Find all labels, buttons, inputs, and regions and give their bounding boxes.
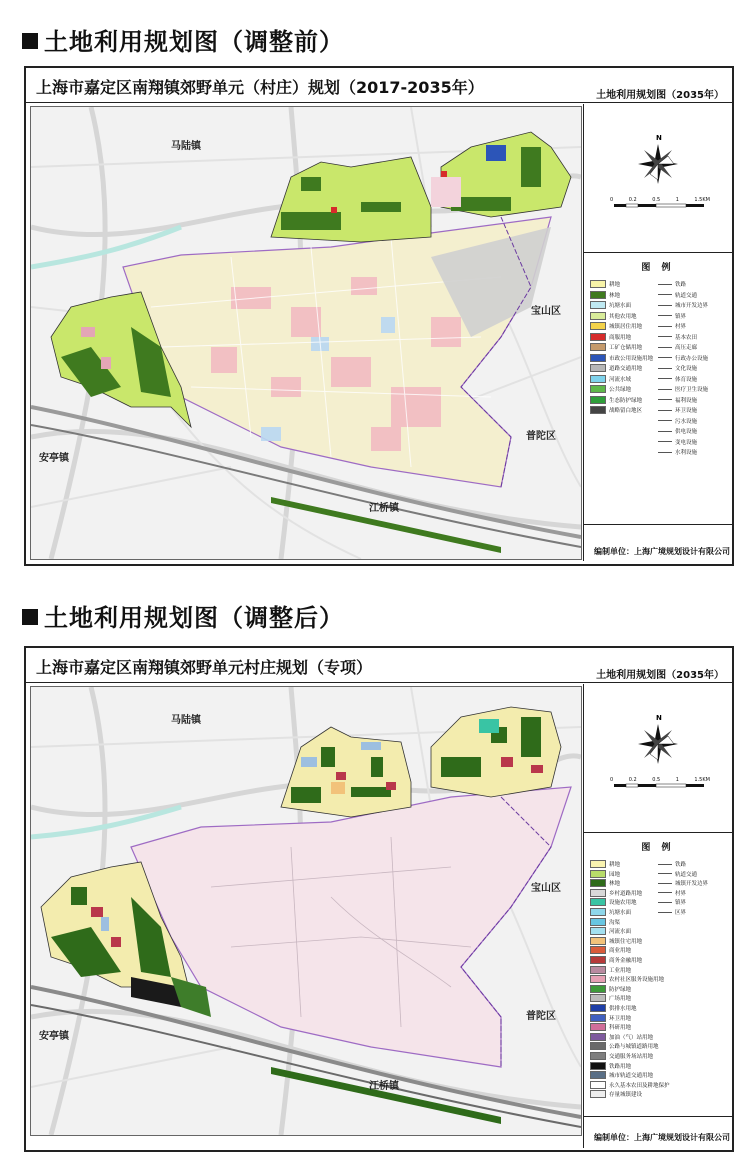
legend-label: 轨道交通 <box>675 871 698 878</box>
legend-item <box>590 375 631 383</box>
legend-swatch <box>590 375 606 383</box>
legend-item <box>590 946 631 954</box>
scale-bar <box>614 784 704 787</box>
legend-item <box>590 301 631 309</box>
scale-tick: 1 <box>675 777 679 783</box>
legend-swatch <box>590 994 606 1002</box>
place-label-anting: 安亭镇 <box>39 453 69 464</box>
legend-line-symbol <box>658 326 672 327</box>
legend-label: 体育设施 <box>675 376 698 383</box>
legend-label: 环卫用地 <box>609 1015 632 1022</box>
legend-swatch <box>590 301 606 309</box>
legend-item <box>590 1004 637 1012</box>
legend-label: 水利设施 <box>675 450 698 456</box>
legend-label: 防护绿地 <box>609 986 632 993</box>
after-map-canvas[interactable] <box>30 686 582 1136</box>
legend-label: 铁路 <box>675 862 687 868</box>
legend-item <box>590 937 642 945</box>
legend-swatch <box>590 333 606 341</box>
legend-item <box>590 1023 631 1031</box>
legend-swatch <box>590 1062 606 1070</box>
legend-swatch <box>590 1023 606 1031</box>
legend-label: 道路交通用地 <box>609 366 643 372</box>
legend-item <box>590 1062 631 1070</box>
before-map-title: 上海市嘉定区南翔镇郊野单元（村庄）规划（2017-2035年） <box>36 78 484 97</box>
legend-item <box>658 280 686 288</box>
north-arrow-icon <box>584 104 732 252</box>
legend-line-symbol <box>658 452 672 453</box>
legend-item <box>590 1014 631 1022</box>
bullet-square-icon <box>22 33 38 49</box>
legend-swatch <box>590 343 606 351</box>
legend-item <box>658 385 708 393</box>
before-footer-divider <box>584 524 732 525</box>
legend-line-symbol <box>658 305 672 306</box>
legend-line-symbol <box>658 912 672 913</box>
legend-swatch <box>590 879 606 887</box>
scale-tick: 1.5KM <box>694 777 710 783</box>
legend-item <box>658 879 708 887</box>
legend-item <box>658 343 697 351</box>
legend-item <box>590 1071 653 1079</box>
legend-line-symbol <box>658 336 672 337</box>
legend-label: 区界 <box>675 910 687 916</box>
bullet-square-icon <box>22 609 38 625</box>
legend-swatch <box>590 975 606 983</box>
legend-swatch <box>590 860 606 868</box>
legend-label: 存量城镇建设 <box>609 1092 643 1099</box>
legend-line-symbol <box>658 420 672 421</box>
after-compass-box <box>584 684 732 833</box>
legend-label: 铁路 <box>675 282 687 288</box>
place-label-putuo: 普陀区 <box>526 1011 556 1022</box>
before-heading <box>22 22 344 57</box>
legend-swatch <box>590 966 606 974</box>
legend-swatch <box>590 406 606 414</box>
legend-label: 广场用地 <box>609 996 632 1003</box>
legend-line-symbol <box>658 441 672 442</box>
before-compass-box <box>584 104 732 253</box>
legend-item <box>590 994 631 1002</box>
legend-item <box>590 312 637 320</box>
place-label-baoshan: 宝山区 <box>531 306 561 317</box>
legend-item <box>590 396 642 404</box>
scale-tick: 0 <box>610 777 614 783</box>
legend-label: 行政办公设施 <box>675 355 709 362</box>
after-map-title: 上海市嘉定区南翔镇郊野单元村庄规划（专项） <box>36 658 373 677</box>
legend-line-symbol <box>658 294 672 295</box>
legend-item <box>658 417 697 425</box>
legend-swatch <box>590 937 606 945</box>
scale-tick: 1.5KM <box>694 197 710 203</box>
svg-text:N: N <box>656 714 662 722</box>
legend-label: 耕地 <box>609 282 621 288</box>
legend-line-symbol <box>658 883 672 884</box>
legend-swatch <box>590 1052 606 1060</box>
legend-line-symbol <box>658 389 672 390</box>
legend-label: 园地 <box>609 871 621 878</box>
scale-tick: 0.2 <box>628 777 637 783</box>
before-panel-header <box>26 68 732 103</box>
legend-label: 市政公用设施用地 <box>609 355 654 362</box>
legend-item <box>590 333 631 341</box>
legend-label: 林地 <box>609 292 621 299</box>
before-legend <box>584 254 732 456</box>
before-footer: 编制单位：上海广境规划设计有限公司 <box>594 547 730 556</box>
legend-line-symbol <box>658 410 672 411</box>
place-label-anting: 安亭镇 <box>39 1031 69 1042</box>
legend-line-symbol <box>658 357 672 358</box>
legend-swatch <box>590 1090 606 1098</box>
legend-label: 环卫设施 <box>675 408 698 414</box>
legend-label: 坑塘水面 <box>609 910 632 916</box>
legend-label: 镇界 <box>675 313 687 320</box>
legend-swatch <box>590 1081 606 1089</box>
legend-label: 工业用地 <box>609 967 632 974</box>
legend-label: 轨道交通 <box>675 292 698 299</box>
scale-tick: 0.5 <box>652 777 661 783</box>
scale-tick: 0.2 <box>628 197 637 203</box>
legend-line-symbol <box>658 315 672 316</box>
legend-item <box>658 427 697 435</box>
legend-item <box>590 879 620 887</box>
legend-label: 其他农用地 <box>609 313 637 320</box>
legend-label: 供电设施 <box>675 429 698 435</box>
legend-item <box>658 448 697 456</box>
legend-item <box>658 898 686 906</box>
legend-label: 耕地 <box>609 862 621 868</box>
legend-label: 铁路用地 <box>609 1063 632 1070</box>
legend-label: 村界 <box>675 890 687 897</box>
scale-tick: 1 <box>675 197 679 203</box>
legend-item <box>658 322 686 330</box>
legend-line-symbol <box>658 347 672 348</box>
legend-label: 供排水用地 <box>609 1006 637 1012</box>
place-label-jiangqiao: 江桥镇 <box>369 503 399 514</box>
legend-line-symbol <box>658 892 672 893</box>
legend-item <box>658 860 686 868</box>
scale-tick: 0.5 <box>652 197 661 203</box>
legend-label: 城镇住宅用地 <box>609 938 643 945</box>
svg-text:N: N <box>656 134 662 142</box>
legend-line-symbol <box>658 864 672 865</box>
legend-label: 工矿仓储用地 <box>609 345 643 351</box>
after-footer-divider <box>584 1116 732 1117</box>
legend-label: 河流水域 <box>609 376 632 383</box>
legend-item <box>658 291 697 299</box>
legend-swatch <box>590 898 606 906</box>
legend-label: 设施农用地 <box>609 900 637 907</box>
legend-label: 高压走廊 <box>675 345 698 351</box>
legend-swatch <box>590 385 606 393</box>
legend-swatch <box>590 908 606 916</box>
legend-item <box>658 333 697 341</box>
before-map-canvas[interactable] <box>30 106 582 560</box>
legend-item <box>658 870 697 878</box>
legend-swatch <box>590 889 606 897</box>
legend-item <box>590 385 631 393</box>
legend-item <box>590 1052 653 1060</box>
legend-item <box>658 312 686 320</box>
legend-item <box>590 354 653 362</box>
legend-item <box>590 927 631 935</box>
scale-labels <box>610 197 710 203</box>
legend-title: 图 例 <box>641 263 675 273</box>
legend-swatch <box>590 396 606 404</box>
legend-item <box>590 956 642 964</box>
before-map-panel <box>24 66 734 566</box>
legend-item <box>658 889 686 897</box>
legend-item <box>590 889 642 897</box>
legend-swatch <box>590 312 606 320</box>
after-heading <box>22 598 344 633</box>
legend-label: 生态防护绿地 <box>609 397 643 404</box>
legend-label: 镇界 <box>675 900 687 907</box>
legend-line-symbol <box>658 431 672 432</box>
legend-label: 林地 <box>609 881 621 888</box>
legend-label: 公路与城镇道路用地 <box>609 1044 659 1051</box>
legend-item <box>590 1042 659 1050</box>
legend-label: 变电设施 <box>675 439 698 446</box>
legend-item <box>590 985 631 993</box>
legend-label: 文化设施 <box>675 366 698 372</box>
legend-label: 乡村道路用地 <box>609 890 643 897</box>
legend-swatch <box>590 956 606 964</box>
scale-labels <box>610 777 710 783</box>
legend-item <box>590 280 620 288</box>
legend-item <box>590 975 664 983</box>
legend-line-symbol <box>658 284 672 285</box>
legend-label: 公共绿地 <box>609 387 632 393</box>
legend-label: 坑塘水面 <box>609 303 632 309</box>
legend-line-symbol <box>658 902 672 903</box>
legend-item <box>658 354 708 362</box>
legend-label: 河流水面 <box>609 929 632 936</box>
legend-swatch <box>590 985 606 993</box>
legend-item <box>590 870 620 878</box>
legend-label: 城市轨道交通用地 <box>609 1073 654 1080</box>
legend-label: 商务金融用地 <box>609 958 643 964</box>
legend-swatch <box>590 918 606 926</box>
after-map-svg <box>31 687 581 1135</box>
place-label-baoshan: 宝山区 <box>531 883 561 894</box>
legend-item <box>590 860 620 868</box>
legend-label: 基本农田 <box>675 334 698 341</box>
legend-swatch <box>590 322 606 330</box>
legend-item <box>590 1033 653 1041</box>
legend-item <box>590 1081 670 1089</box>
legend-item <box>658 438 697 446</box>
legend-swatch <box>590 364 606 372</box>
legend-item <box>658 908 686 916</box>
before-map-svg <box>31 107 581 559</box>
legend-swatch <box>590 1071 606 1079</box>
legend-label: 福利设施 <box>675 397 698 404</box>
legend-label: 农村社区服务设施用地 <box>609 977 665 984</box>
legend-item <box>658 375 697 383</box>
after-map-panel <box>24 646 734 1152</box>
legend-label: 污水设施 <box>675 418 698 425</box>
legend-swatch <box>590 280 606 288</box>
legend-swatch <box>590 1042 606 1050</box>
legend-label: 永久基本农田及耕地保护 <box>609 1082 670 1089</box>
legend-item <box>590 966 631 974</box>
legend-line-symbol <box>658 368 672 369</box>
scale-bar <box>614 204 704 207</box>
legend-item <box>590 322 642 330</box>
after-map-subtitle: 土地利用规划图（2035年） <box>596 670 724 681</box>
legend-item <box>590 364 642 372</box>
legend-item <box>590 918 620 926</box>
legend-line-symbol <box>658 378 672 379</box>
legend-line-symbol <box>658 399 672 400</box>
place-label-jiangqiao: 江桥镇 <box>369 1081 399 1092</box>
legend-item <box>658 364 697 372</box>
after-footer: 编制单位：上海广境规划设计有限公司 <box>594 1133 730 1142</box>
place-label-malu: 马陆镇 <box>171 141 201 152</box>
legend-label: 城市开发边界 <box>675 303 709 309</box>
legend-label: 城镇开发边界 <box>675 881 709 888</box>
place-label-malu: 马陆镇 <box>171 715 201 726</box>
after-legend <box>584 834 732 1099</box>
legend-label: 战略留白地区 <box>609 408 643 414</box>
legend-item <box>658 406 697 414</box>
legend-swatch <box>590 1033 606 1041</box>
legend-item <box>658 396 697 404</box>
legend-swatch <box>590 870 606 878</box>
legend-label: 商业用地 <box>609 948 632 955</box>
legend-label: 加油（气）站用地 <box>609 1034 654 1041</box>
legend-item <box>590 406 642 414</box>
legend-item <box>590 291 620 299</box>
legend-label: 城镇居住用地 <box>609 324 643 330</box>
legend-swatch <box>590 291 606 299</box>
legend-item <box>590 898 637 906</box>
legend-swatch <box>590 1004 606 1012</box>
after-heading-text: 土地利用规划图（调整后） <box>44 604 344 632</box>
legend-label: 科研用地 <box>609 1025 632 1032</box>
legend-item <box>658 301 708 309</box>
legend-label: 医疗卫生设施 <box>675 387 709 393</box>
legend-label: 村界 <box>675 324 687 330</box>
after-panel-header <box>26 648 732 683</box>
after-side-panel <box>583 684 732 1148</box>
before-map-subtitle: 土地利用规划图（2035年） <box>596 90 724 101</box>
legend-title: 图 例 <box>641 843 675 853</box>
legend-line-symbol <box>658 873 672 874</box>
before-heading-text: 土地利用规划图（调整前） <box>44 28 344 56</box>
legend-swatch <box>590 927 606 935</box>
legend-item <box>590 908 631 916</box>
legend-item <box>590 343 642 351</box>
legend-label: 沟渠 <box>609 919 621 926</box>
legend-swatch <box>590 354 606 362</box>
legend-swatch <box>590 946 606 954</box>
legend-swatch <box>590 1014 606 1022</box>
scale-tick: 0 <box>610 197 614 203</box>
before-side-panel <box>583 104 732 561</box>
north-arrow-icon <box>584 684 732 832</box>
legend-label: 商服用地 <box>609 334 632 341</box>
legend-label: 交通服务场站用地 <box>609 1054 654 1060</box>
place-label-putuo: 普陀区 <box>526 431 556 442</box>
legend-item <box>590 1090 642 1098</box>
